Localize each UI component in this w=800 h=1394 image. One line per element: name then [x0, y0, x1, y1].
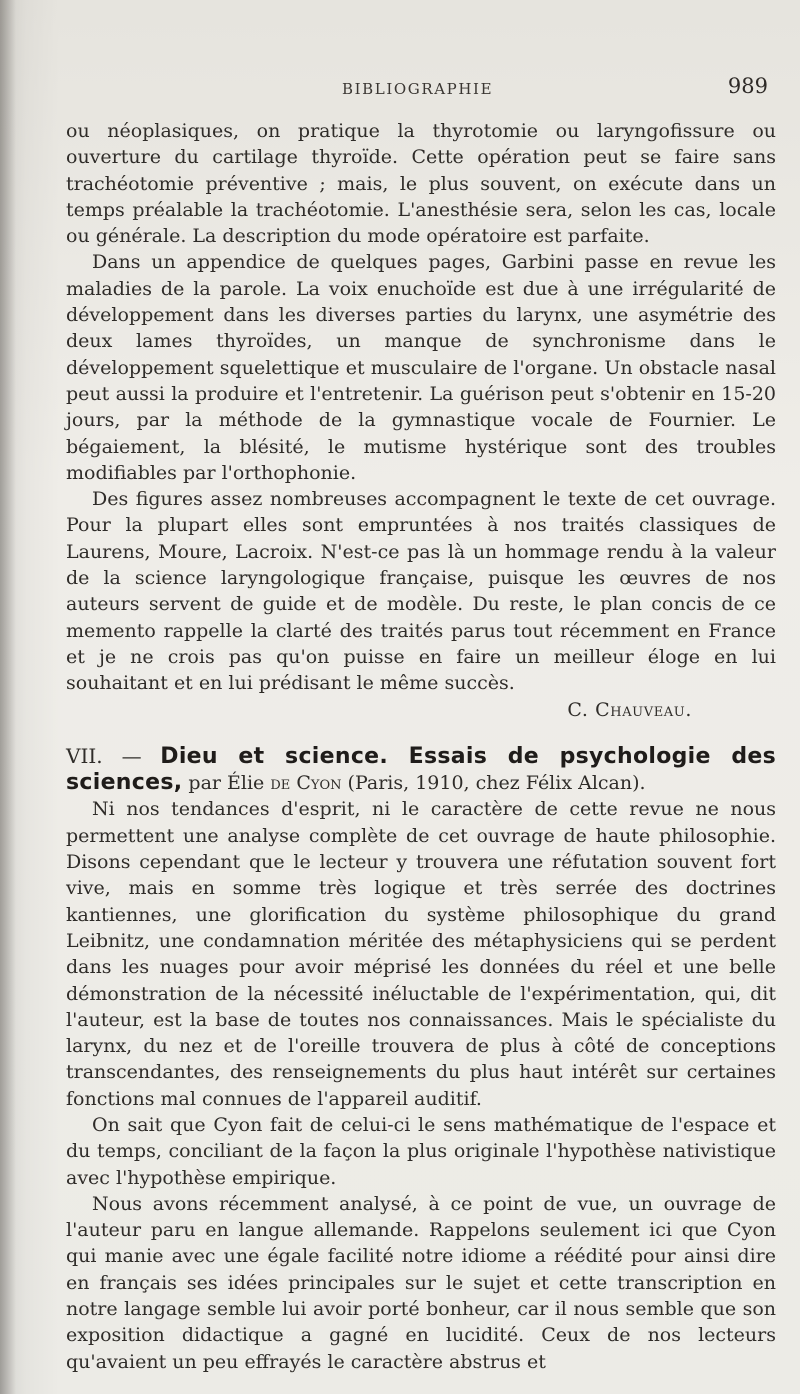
body-text [66, 118, 776, 1375]
page-number: 989 [727, 74, 768, 98]
author-surname: Cyon [296, 772, 342, 795]
paragraph: On sait que Cyon fait de celui-ci le sens mathématique de l'espace et du temps, conciliant de la façon la plus originale l'hypothèse nativistique avec l'hypothèse empirique. [66, 1113, 776, 1189]
author-particle: de [270, 772, 291, 795]
page-header [70, 74, 770, 102]
paragraph: Ni nos tendances d'esprit, ni le caractère de cette revue ne nous permettent une analyse complète de cet ouvrage de haute philosophie. Disons cependant que le lecteur y trouvera une réfutation souvent fort vive, mais en somme très logique et très serrée des doctrines kantiennes, une glorification du système philosophique du grand Leibnitz, une condamnation méritée des métaphysiciens qui se perdent dans les nuages pour avoir méprisé les données du réel et une belle démonstration de la nécessité inéluctable de l'expérimentation, qui, dit l'auteur, est la base de toutes nos connaissances. Mais le spécialiste du larynx, du nez et de l'oreille trouvera de plus à côté de conceptions transcendantes, des renseignements du plus haut intérêt sur certaines fonctions mal connues de l'appareil auditif. [66, 798, 776, 1110]
paragraph: Nous avons récemment analysé, à ce point de vue, un ouvrage de l'auteur paru en langue allemande. Rappelons seulement ici que Cyon qui manie avec une égale facilité notre idiome a réédité pour ainsi dire en français ses idées principales sur le sujet et cette transcription en notre langage semble lui avoir porté bonheur, car il nous semble que son exposition didactique a gagné en lucidité. Ceux de nos lecteurs qu'avaient un peu effrayés le caractère abstrus et [66, 1192, 776, 1373]
binding-shadow [0, 0, 16, 1394]
paragraph: Des figures assez nombreuses accompagnent le texte de cet ouvrage. Pour la plupart elles sont empruntées à nos traités classiques de Laurens, Moure, Lacroix. N'est-ce pas là un hommage rendu à la valeur de la science laryngologique française, puisque les œuvres de nos auteurs servent de guide et de modèle. Du reste, le plan concis de ce memento rappelle la clarté des traités parus tout récemment en France et je ne crois pas qu'on puisse en faire un meilleur éloge en lui souhaitant et en lui prédisant le même succès. [66, 488, 776, 695]
paragraph: Dans un appendice de quelques pages, Garbini passe en revue les maladies de la parole. La voix enuchoïde est due à une irrégularité de développement dans les diverses parties du larynx, une asymétrie des deux lames thyroïdes, un manque de synchronisme dans le développement squelettique et musculaire de l'organe. Un obstacle nasal peut aussi la produire et l'entretenir. La guérison peut s'obtenir en 15-20 jours, par la méthode de la gymnastique vocale de Fournier. Le bégaiement, la blésité, le mutisme hystérique sont des troubles modifiables par l'orthophonie. [66, 251, 776, 484]
running-head: BIBLIOGRAPHIE [342, 80, 494, 98]
section-gap [66, 723, 776, 743]
author-by: par Élie [188, 772, 265, 795]
section-number: VII. — [66, 743, 142, 768]
paragraph: ou néoplasiques, on pratique la thyrotomie ou laryngofissure ou ouverture du cartilage thyroïde. Cette opération peut se faire sans trachéotomie préventive ; mais, le plus souvent, on exécute dans un temps préalable la trachéotomie. L'anesthésie sera, selon les cas, locale ou générale. La description du mode opératoire est parfaite. [66, 120, 776, 248]
publication-info: (Paris, 1910, chez Félix Alcan). [347, 772, 646, 795]
reviewer-signature: C. Chauveau. [567, 698, 692, 721]
review-heading [66, 743, 776, 797]
book-title: Dieu et science. Essais de psychologie des sciences, [66, 743, 776, 796]
